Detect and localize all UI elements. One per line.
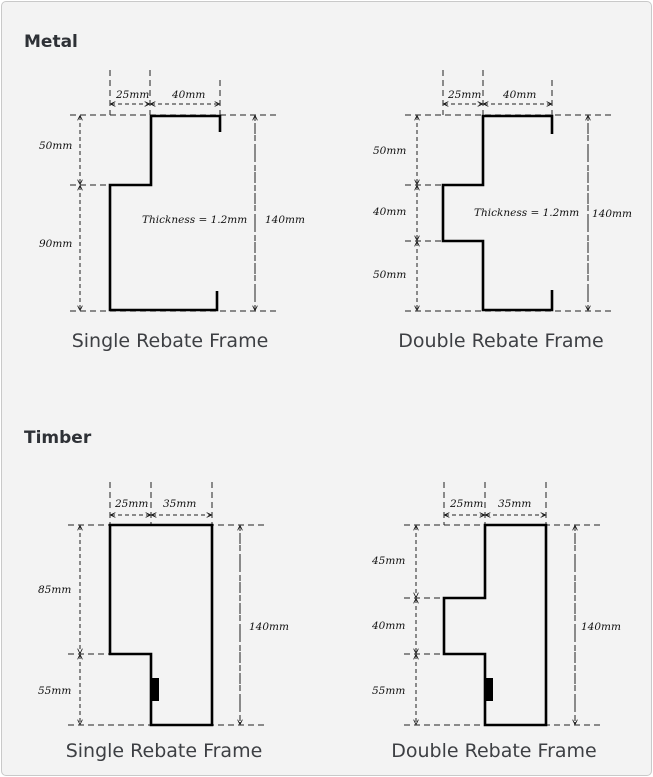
dim-height-90: 90mm bbox=[39, 238, 73, 250]
thickness-label: Thickness = 1.2mm bbox=[142, 214, 248, 226]
dim-width-25: 25mm bbox=[116, 89, 150, 101]
dim-height-45: 45mm bbox=[372, 555, 406, 567]
metal-double-rebate-diagram bbox=[372, 70, 632, 352]
dim-width-40: 40mm bbox=[172, 89, 206, 101]
dim-width-25: 25mm bbox=[448, 89, 482, 101]
dim-height-55: 55mm bbox=[38, 685, 72, 697]
dim-height-140: 140mm bbox=[581, 621, 621, 633]
dim-height-140: 140mm bbox=[265, 214, 305, 226]
metal-single-caption: Single Rebate Frame bbox=[71, 330, 269, 352]
dim-height-140: 140mm bbox=[249, 621, 289, 633]
dim-width-25: 25mm bbox=[450, 498, 484, 510]
dim-height-85: 85mm bbox=[38, 584, 72, 596]
dim-height-50-top: 50mm bbox=[373, 145, 407, 157]
timber-double-caption: Double Rebate Frame bbox=[391, 740, 597, 762]
dim-height-40: 40mm bbox=[372, 620, 406, 632]
door-seal-strip bbox=[485, 678, 493, 701]
door-seal-strip bbox=[151, 678, 159, 701]
timber-single-caption: Single Rebate Frame bbox=[65, 740, 263, 762]
dim-height-55: 55mm bbox=[372, 685, 406, 697]
dim-height-140: 140mm bbox=[592, 208, 632, 220]
dim-width-40: 40mm bbox=[503, 89, 537, 101]
dim-height-40: 40mm bbox=[373, 206, 407, 218]
thickness-label: Thickness = 1.2mm bbox=[474, 207, 580, 219]
dim-width-35: 35mm bbox=[163, 498, 197, 510]
dim-height-50: 50mm bbox=[39, 140, 73, 152]
metal-section-title: Metal bbox=[24, 32, 78, 52]
timber-double-profile bbox=[444, 525, 546, 725]
metal-single-rebate-diagram bbox=[39, 70, 305, 352]
timber-single-profile bbox=[110, 525, 212, 725]
timber-single-rebate-diagram bbox=[38, 482, 289, 762]
dim-width-25: 25mm bbox=[115, 498, 149, 510]
metal-double-caption: Double Rebate Frame bbox=[398, 330, 604, 352]
metal-single-profile bbox=[110, 116, 220, 310]
dim-width-35: 35mm bbox=[498, 498, 532, 510]
timber-section-title: Timber bbox=[24, 428, 92, 448]
dim-height-50-bottom: 50mm bbox=[373, 269, 407, 281]
timber-double-rebate-diagram bbox=[371, 482, 621, 762]
